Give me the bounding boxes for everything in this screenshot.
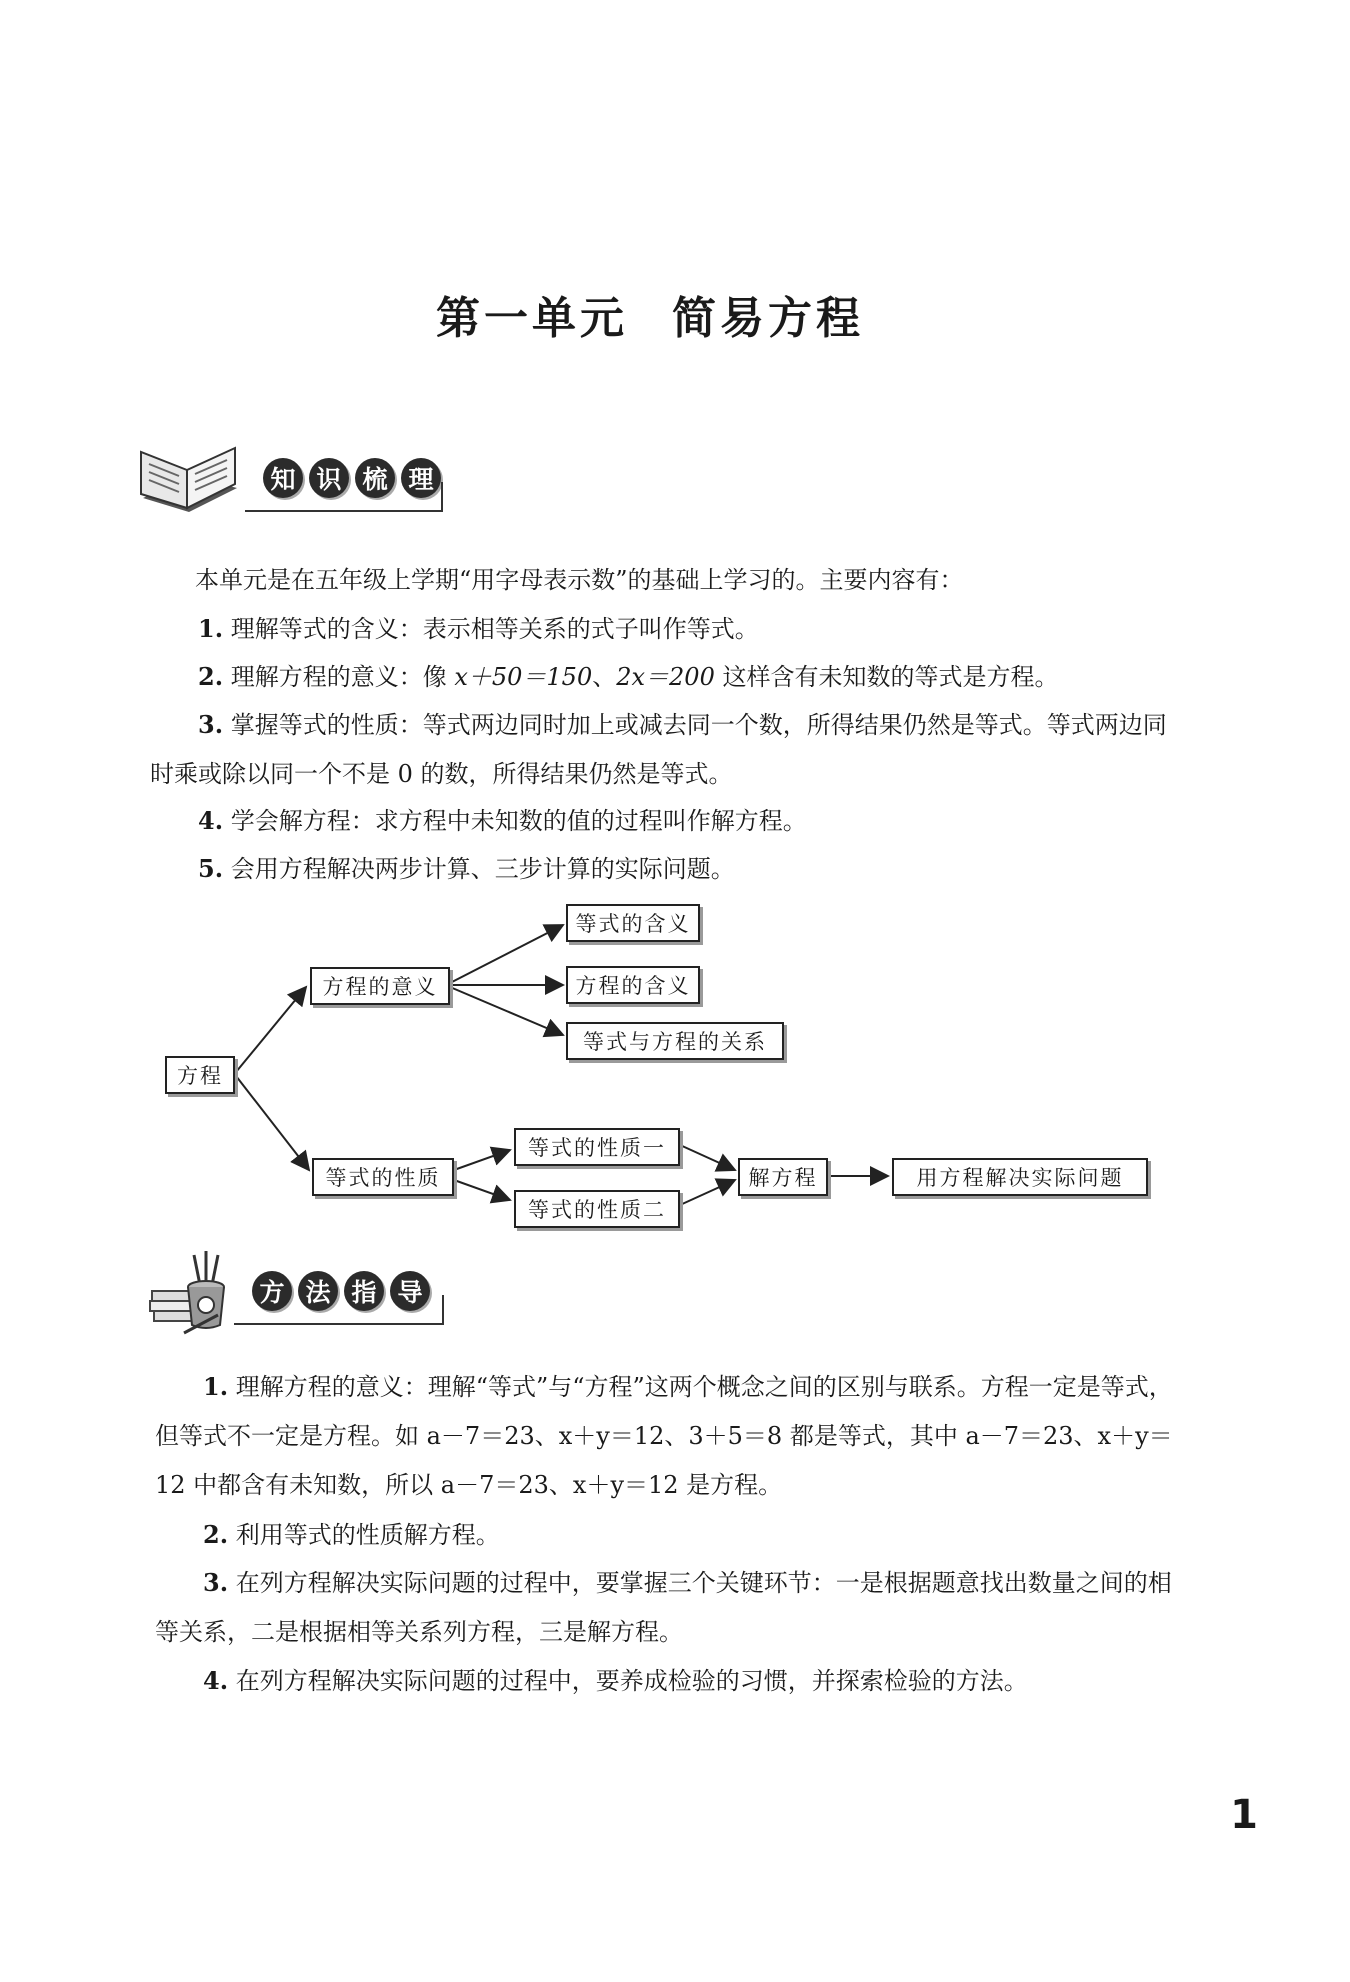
arrow-2-to-solve [680,1180,735,1205]
diagram-box-properties: 等式的性质 [312,1158,454,1196]
arrow-prop-to-1 [454,1150,510,1170]
section-heading-method [148,1245,468,1325]
method-item-1: 1. 理解方程的意义：理解“等式”与“方程”这两个概念之间的区别与联系。方程一定是等式，但等式不一定是方程。如 a－7＝23、x＋y＝12、3＋5＝8 都是等式，其中 a－7＝23、x＋y＝12 中都含有未知数，所以 a－7＝23、x＋y＝12 是方程。 [155,1372,1173,1499]
heading-char: 方 [252,1271,292,1311]
arrow-meaning-to-eq [450,925,563,983]
heading-char: 指 [344,1271,384,1311]
heading-char: 法 [298,1271,338,1311]
heading-char: 知 [263,458,303,498]
page-number: 1 [1230,1792,1258,1838]
method-item-2: 2. 利用等式的性质解方程。 [203,1520,500,1549]
arrow-root-to-meaning [236,987,306,1072]
method-item-4: 4. 在列方程解决实际问题的过程中，要养成检验的习惯，并探索检验的方法。 [203,1666,1028,1695]
heading-char: 导 [390,1271,430,1311]
arrow-prop-to-2 [454,1180,510,1200]
diagram-box-eq-meaning: 等式的含义 [566,904,700,942]
diagram-box-fc-meaning: 方程的含义 [566,966,700,1004]
diagram-box-root: 方程 [165,1056,235,1094]
diagram-box-solve: 解方程 [738,1158,828,1196]
pencil-cup-icon [148,1245,248,1335]
heading-char: 识 [309,458,349,498]
diagram-box-prop1: 等式的性质一 [514,1128,680,1166]
unit-title-name: 简易方程 [672,293,864,344]
intro-text: 本单元是在五年级上学期“用字母表示数”的基础上学习的。主要内容有： [195,566,964,594]
knowledge-item-5: 5. 会用方程解决两步计算、三步计算的实际问题。 [198,854,735,883]
knowledge-item-1: 1. 理解等式的含义：表示相等关系的式子叫作等式。 [198,614,759,643]
diagram-box-relation: 等式与方程的关系 [566,1022,784,1060]
heading-char: 理 [401,458,441,498]
heading-underline-tick [442,1295,444,1325]
knowledge-item-4: 4. 学会解方程：求方程中未知数的值的过程叫作解方程。 [198,806,807,835]
diagram-box-prop2: 等式的性质二 [514,1190,680,1228]
diagram-box-apply: 用方程解决实际问题 [892,1158,1148,1196]
diagram-box-meaning: 方程的意义 [310,967,450,1005]
unit-title-number: 第一单元 [436,293,628,344]
method-item-3: 3. 在列方程解决实际问题的过程中，要掌握三个关键环节：一是根据题意找出数量之间的相等关系，二是根据相等关系列方程，三是解方程。 [155,1568,1172,1646]
heading-char: 梳 [355,458,395,498]
arrow-meaning-to-relation [450,987,563,1035]
arrow-root-to-properties [236,1076,309,1170]
heading-underline [234,1323,444,1325]
arrow-1-to-solve [680,1145,735,1170]
knowledge-item-2: 2. 理解方程的意义：像 x＋50＝150、2x＝200 这样含有未知数的等式是方程。 [198,662,1059,691]
knowledge-item-3: 3. 掌握等式的性质：等式两边同时加上或减去同一个数，所得结果仍然是等式。等式两边同时乘或除以同一个不是 0 的数，所得结果仍然是等式。 [150,710,1167,788]
